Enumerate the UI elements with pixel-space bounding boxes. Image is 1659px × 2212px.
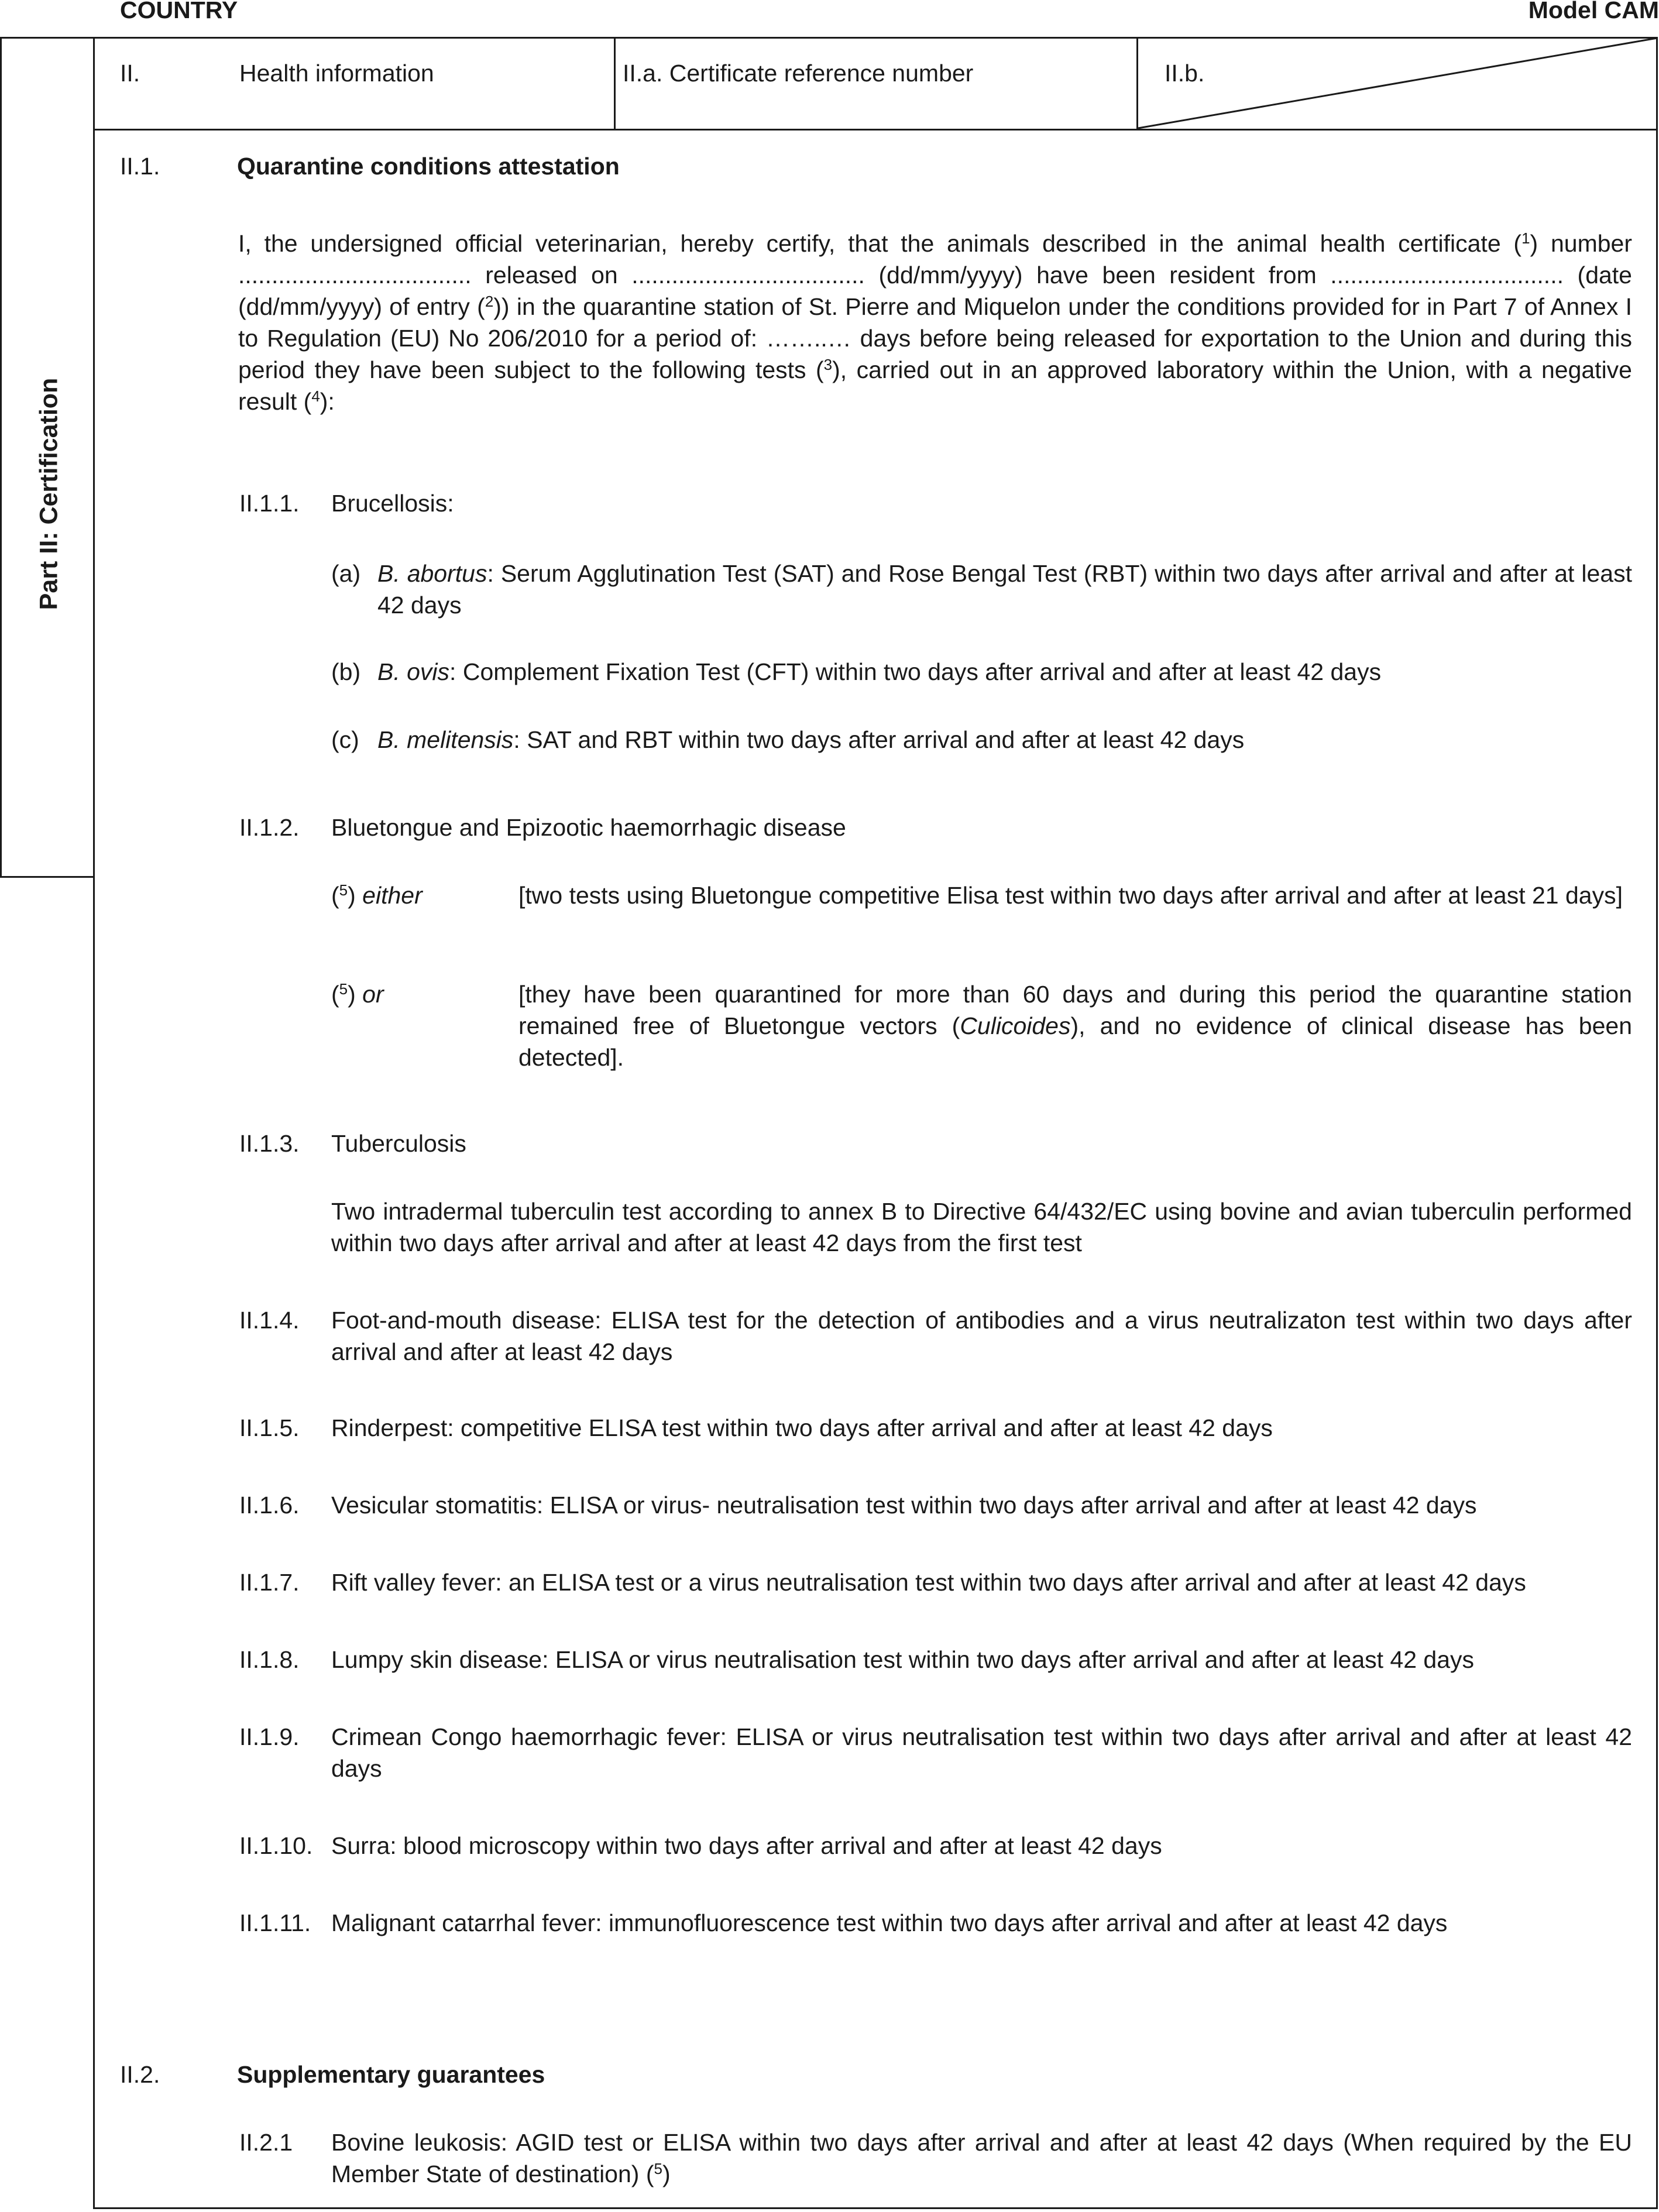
bluetongue-either-text: [two tests using Bluetongue competitive Elisa test within two days after arrival and after at least 21 days] bbox=[518, 882, 1623, 909]
brucellosis-b-label: (b) bbox=[331, 658, 361, 685]
item-text: Vesicular stomatitis: ELISA or virus- neutralisation test within two days after arrival and after at least 42 days bbox=[331, 1492, 1477, 1519]
bluetongue-title: Bluetongue and Epizootic haemorrhagic disease bbox=[331, 814, 846, 841]
section-1-number: II.1. bbox=[120, 153, 160, 180]
item-text: Crimean Congo haemorrhagic fever: ELISA or virus neutralisation test within two days after arrival and after at least 42 days bbox=[331, 1723, 1632, 1782]
item-text: Lumpy skin disease: ELISA or virus neutralisation test within two days after arrival and after at least 42 days bbox=[331, 1646, 1475, 1673]
brucellosis-b-text: B. ovis: Complement Fixation Test (CFT) within two days after arrival and after at least 42 days bbox=[377, 658, 1382, 685]
ii-b-label: II.b. bbox=[1165, 60, 1205, 87]
item-number: II.1.6. bbox=[239, 1492, 300, 1519]
country-header: COUNTRY bbox=[120, 0, 238, 23]
attestation-paragraph: I, the undersigned official veterinarian, hereby certify, that the animals described in the animal health certificate ($^1$) number ................................... released on ................................... (dd/mm/yyyy) have been resident from ................................... (date (dd/mm/yyyy) of entry ($^2$)) in the quarantine station of St. Pierre and Miquelon under the conditions provided for in Part 7 of Annex I to Regulation (EU) No 206/2010 for a period of: ……..… days before being released for exportation to the Union and during this period they have been subject to the following tests ($^3$), carried out in an approved laboratory within the Union, with a negative result ($^4$): bbox=[238, 229, 1632, 415]
item-text: Foot-and-mouth disease: ELISA test for the detection of antibodies and a virus neutralizaton test within two days after arrival and after at least 42 days bbox=[331, 1307, 1632, 1365]
bluetongue-or-label: ($^5$) or bbox=[331, 980, 384, 1008]
item-number: II.1.11. bbox=[239, 1909, 311, 1936]
bluetongue-number: II.1.2. bbox=[239, 814, 300, 841]
brucellosis-a-label: (a) bbox=[331, 560, 361, 587]
side-label: Part II: Certification bbox=[35, 377, 63, 610]
tuberculosis-title: Tuberculosis bbox=[331, 1130, 466, 1157]
item-text: Surra: blood microscopy within two days after arrival and after at least 42 days bbox=[331, 1832, 1162, 1859]
bluetongue-either-label: ($^5$) either bbox=[331, 881, 423, 909]
brucellosis-c-text: B. melitensis: SAT and RBT within two days after arrival and after at least 42 days bbox=[377, 726, 1245, 753]
supplementary-item-number: II.2.1 bbox=[239, 2129, 293, 2156]
brucellosis-a-text: B. abortus: Serum Agglutination Test (SAT) and Rose Bengal Test (RBT) within two days after arrival and after at least 42 days bbox=[377, 560, 1632, 619]
tuberculosis-number: II.1.3. bbox=[239, 1130, 300, 1157]
item-number: II.1.4. bbox=[239, 1307, 300, 1334]
section-number: II. bbox=[120, 60, 140, 87]
item-text: Rift valley fever: an ELISA test or a virus neutralisation test within two days after arrival and after at least 42 days bbox=[331, 1569, 1526, 1596]
brucellosis-c-label: (c) bbox=[331, 726, 359, 753]
side-column bbox=[0, 37, 95, 878]
brucellosis-number: II.1.1. bbox=[239, 490, 300, 517]
tuberculosis-text: Two intradermal tuberculin test according to annex B to Directive 64/432/EC using bovine and avian tuberculin performed within two days after arrival and after at least 42 days from the first test bbox=[331, 1198, 1632, 1256]
item-text: Rinderpest: competitive ELISA test within two days after arrival and after at least 42 days bbox=[331, 1414, 1273, 1441]
item-text: Malignant catarrhal fever: immunofluorescence test within two days after arrival and after at least 42 days bbox=[331, 1909, 1448, 1936]
model-header: Model CAM bbox=[1528, 0, 1659, 23]
brucellosis-title: Brucellosis: bbox=[331, 490, 454, 517]
section-1-title: Quarantine conditions attestation bbox=[237, 153, 620, 180]
bluetongue-or-text: [they have been quarantined for more than 60 days and during this period the quarantine station remained free of Bluetongue vectors (Culicoides), and no evidence of clinical disease has been detected]. bbox=[518, 981, 1632, 1071]
item-number: II.1.7. bbox=[239, 1569, 300, 1596]
section-2-title: Supplementary guarantees bbox=[237, 2061, 545, 2088]
item-number: II.1.8. bbox=[239, 1646, 300, 1673]
section-2-number: II.2. bbox=[120, 2061, 160, 2088]
item-number: II.1.5. bbox=[239, 1414, 300, 1441]
item-number: II.1.10. bbox=[239, 1832, 313, 1859]
supplementary-item-text: Bovine leukosis: AGID test or ELISA within two days after arrival and after at least 42 days (When required by the EU Member State of destination) ($^5$) bbox=[331, 2129, 1632, 2187]
reference-number-label: II.a. Certificate reference number bbox=[623, 60, 974, 87]
section-title: Health information bbox=[239, 60, 434, 87]
item-number: II.1.9. bbox=[239, 1723, 300, 1750]
